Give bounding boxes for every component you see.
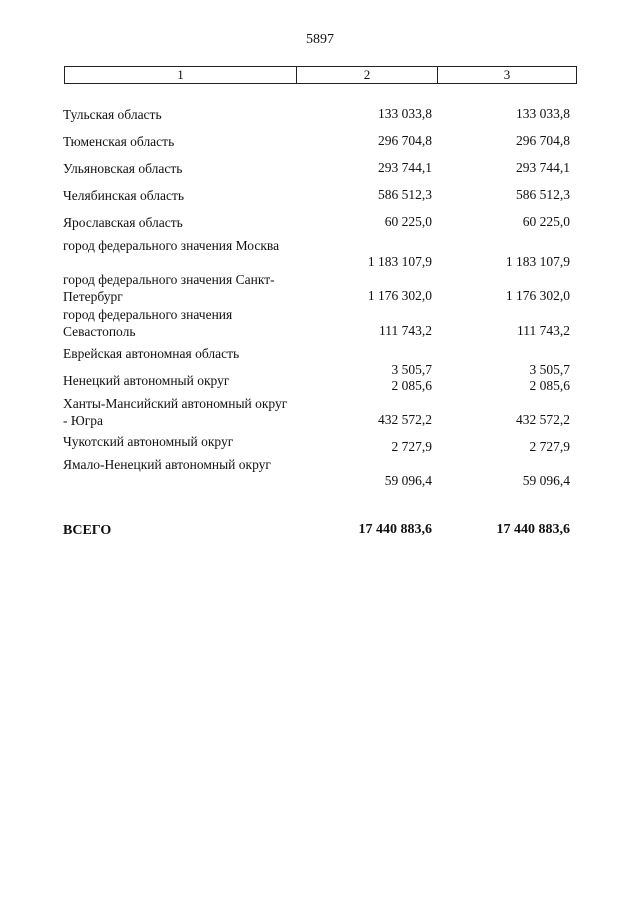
region-name: Ульяновская область bbox=[63, 161, 183, 176]
column-header-3: 3 bbox=[503, 67, 511, 82]
total-value-col-2: 17 440 883,6 bbox=[358, 522, 432, 537]
value-col-2: 59 096,4 bbox=[384, 473, 432, 488]
value-col-2: 586 512,3 bbox=[378, 187, 432, 202]
value-col-3: 60 225,0 bbox=[522, 214, 570, 229]
region-name: город федерального значения Севастополь bbox=[63, 307, 233, 339]
value-col-2: 1 176 302,0 bbox=[367, 288, 432, 303]
region-name: Челябинская область bbox=[63, 188, 185, 203]
value-col-2: 3 505,7 bbox=[391, 362, 432, 377]
total-value-col-3: 17 440 883,6 bbox=[496, 522, 570, 537]
region-name: Тюменская область bbox=[63, 134, 175, 149]
region-name: город федерального значения Москва bbox=[63, 238, 280, 253]
value-col-2: 133 033,8 bbox=[378, 106, 432, 121]
value-col-2: 432 572,2 bbox=[378, 412, 432, 427]
value-col-3: 296 704,8 bbox=[516, 133, 570, 148]
value-col-3: 432 572,2 bbox=[516, 412, 570, 427]
region-name: Ханты-Мансийский автономный округ - Югра bbox=[63, 396, 288, 428]
column-header-2: 2 bbox=[297, 67, 438, 83]
value-col-2: 293 744,1 bbox=[378, 160, 432, 175]
value-col-2: 296 704,8 bbox=[378, 133, 432, 148]
value-col-3: 59 096,4 bbox=[522, 473, 570, 488]
value-col-3: 2 727,9 bbox=[529, 439, 570, 454]
value-col-3: 293 744,1 bbox=[516, 160, 570, 175]
value-col-2: 60 225,0 bbox=[384, 214, 432, 229]
value-col-3: 1 183 107,9 bbox=[505, 254, 570, 269]
region-name: Ненецкий автономный округ bbox=[63, 373, 230, 388]
value-col-3: 2 085,6 bbox=[529, 378, 570, 393]
total-label: ВСЕГО bbox=[63, 523, 112, 538]
column-header-1: 1 bbox=[65, 67, 297, 83]
region-name: Тульская область bbox=[63, 107, 162, 122]
region-name: город федерального значения Санкт-Петербург bbox=[63, 272, 275, 304]
region-name: Чукотский автономный округ bbox=[63, 434, 234, 449]
value-col-3: 586 512,3 bbox=[516, 187, 570, 202]
region-name: Ярославская область bbox=[63, 215, 183, 230]
page-number: 5897 bbox=[306, 32, 334, 47]
value-col-2: 2 727,9 bbox=[391, 439, 432, 454]
column-header-row bbox=[64, 66, 577, 84]
value-col-3: 111 743,2 bbox=[517, 323, 570, 338]
value-col-2: 1 183 107,9 bbox=[367, 254, 432, 269]
region-name: Еврейская автономная область bbox=[63, 346, 240, 361]
value-col-3: 133 033,8 bbox=[516, 106, 570, 121]
value-col-3: 1 176 302,0 bbox=[505, 288, 570, 303]
region-name: Ямало-Ненецкий автономный округ bbox=[63, 457, 271, 472]
value-col-2: 2 085,6 bbox=[391, 378, 432, 393]
value-col-2: 111 743,2 bbox=[379, 323, 432, 338]
value-col-3: 3 505,7 bbox=[529, 362, 570, 377]
